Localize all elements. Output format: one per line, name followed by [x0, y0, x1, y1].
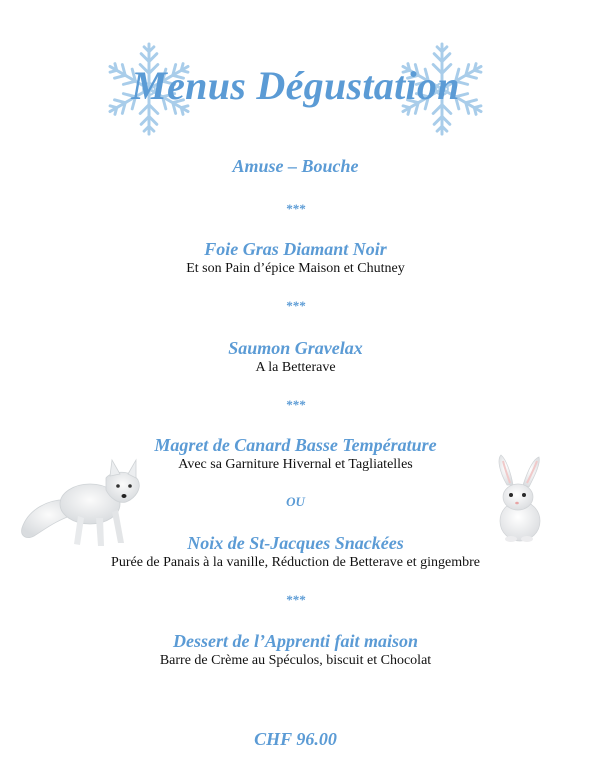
dish-name: Magret de Canard Basse Température [154, 435, 437, 455]
dish-description: A la Betterave [255, 360, 336, 375]
dish-description: Purée de Panais à la vanille, Réduction de Betterave et gingembre [111, 555, 480, 570]
white-rabbit-image [493, 453, 547, 543]
dish-name: Noix de St-Jacques Snackées [187, 533, 404, 553]
dish-description: Et son Pain d’épice Maison et Chutney [186, 261, 405, 276]
separator: *** [285, 298, 306, 313]
separator: *** [285, 397, 306, 412]
separator-or: OU [286, 494, 305, 509]
separator: *** [285, 592, 306, 607]
menu-price: CHF 96.00 [254, 729, 337, 749]
course-dessert [0, 630, 591, 670]
dish-name: Foie Gras Diamant Noir [204, 239, 387, 259]
dish-description: Avec sa Garniture Hivernal et Tagliatelles [178, 457, 413, 472]
dish-name: Saumon Gravelax [228, 338, 363, 358]
course-foie-gras [0, 238, 591, 278]
course-amuse-bouche [0, 155, 591, 177]
dish-name: Amuse – Bouche [232, 156, 359, 176]
dish-description: Barre de Crème au Spéculos, biscuit et Chocolat [159, 653, 432, 668]
dish-name: Dessert de l’Apprenti fait maison [172, 631, 418, 651]
menu-title: Menus Dégustation [131, 63, 460, 108]
course-saumon [0, 337, 591, 377]
separator: *** [285, 201, 306, 216]
arctic-fox-image [18, 448, 160, 553]
